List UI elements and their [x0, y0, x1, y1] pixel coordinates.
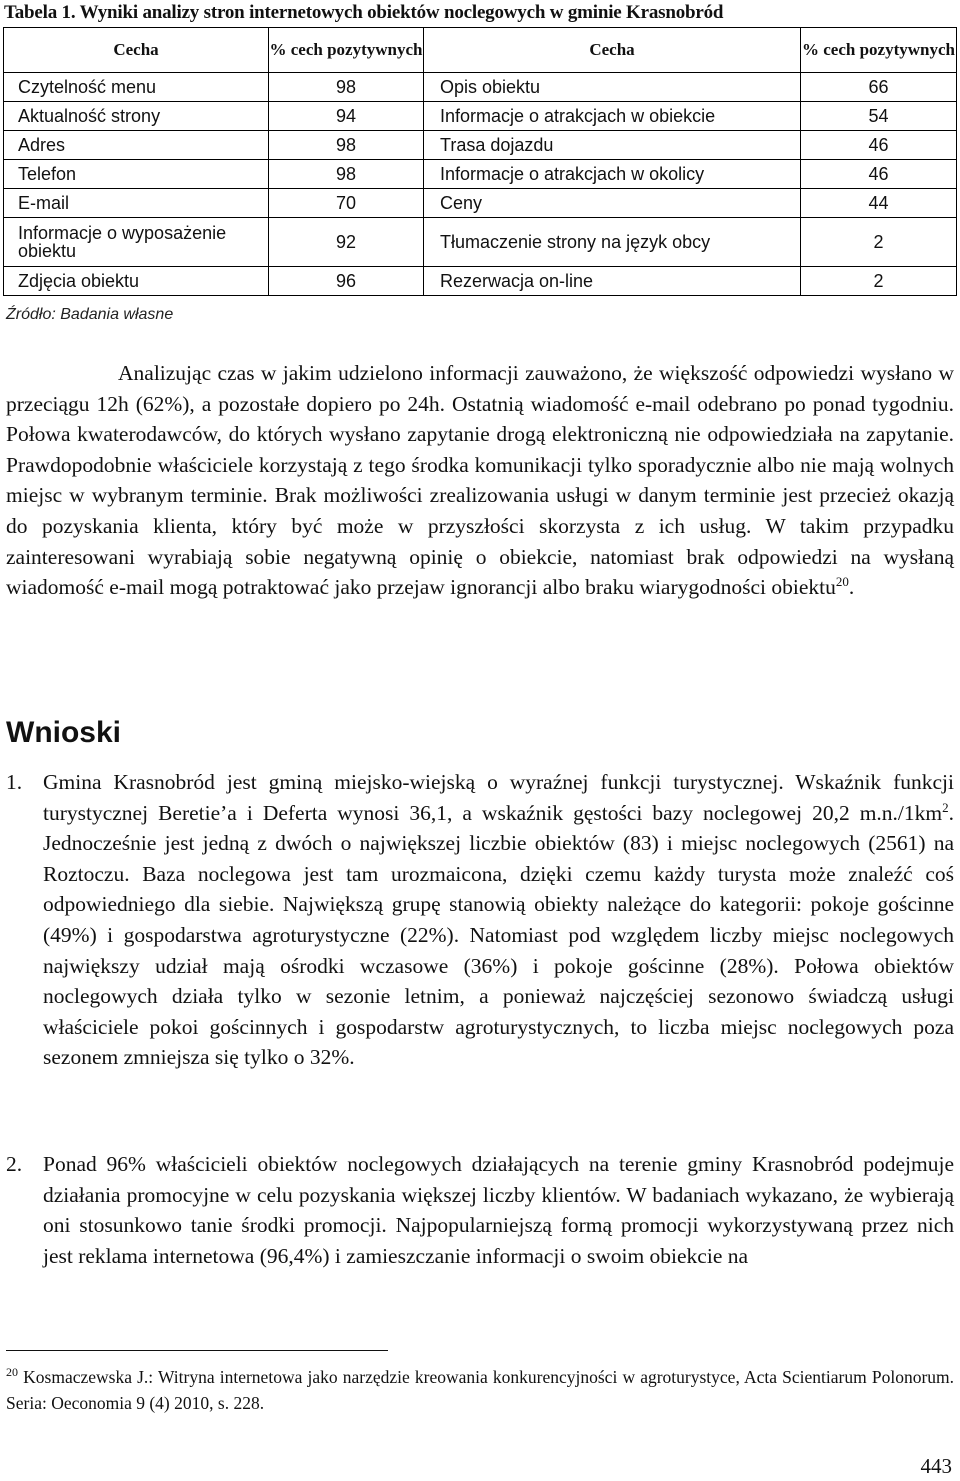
- body-paragraph: [6, 358, 954, 603]
- header-percent-2: % cech pozytywnych: [801, 28, 957, 73]
- item-number: 1.: [6, 770, 23, 794]
- percent-cell: 54: [801, 102, 957, 131]
- percent-cell: 66: [801, 73, 957, 102]
- percent-cell: 46: [801, 160, 957, 189]
- footnote-text: Kosmaczewska J.: Witryna internetowa jako narzędzie kreowania konkurencyjności w agroturystyce, Acta Scientiarum Polonorum. Seria: Oeconomia 9 (4) 2010, s. 228.: [6, 1367, 955, 1413]
- table-row: [4, 218, 957, 267]
- feature-cell: Zdjęcia obiektu: [4, 267, 269, 296]
- superscript: 2: [942, 799, 949, 815]
- table-row: [4, 267, 957, 296]
- percent-cell: 98: [269, 131, 424, 160]
- percent-cell: 70: [269, 189, 424, 218]
- paragraph-end: .: [848, 575, 855, 600]
- header-feature-1: Cecha: [4, 28, 269, 73]
- feature-cell: Czytelność menu: [4, 73, 269, 102]
- header-percent-1: % cech pozytywnych: [269, 28, 424, 73]
- item-text-continued: . Jednocześnie jest jedną z dwóch o największej liczbie obiektów (83) i miejsc noclegowych (2561) na Roztoczu. Baza noclegowa jest tam urozmaicona, dzięki czemu każdy turysta może znaleźć coś odpowiedniego dla siebie. Największą grupę stanowią obiekty należące do kategorii: pokoje gościnne (49%) i gospodarstwa agroturystyczne (22%). Natomiast pod względem liczby miejsc noclegowych największy udział mają ośrodki wczasowe (36%) i pokoje gościnne (28%). Połowa obiektów noclegowych działa tylko w sezonie letnim, a ponieważ najczęściej sezonowo świadczą usługi właściciele pokoi gościnnych i gospodarstw agroturystycznych, to liczba miejsc noclegowych poza sezonem zmniejsza się tylko o 32%.: [43, 800, 954, 1070]
- section-heading: Wnioski: [6, 716, 122, 749]
- percent-cell: 98: [269, 160, 424, 189]
- percent-cell: 98: [269, 73, 424, 102]
- footnote-number: 20: [6, 1365, 18, 1380]
- table-caption: Tabela 1. Wyniki analizy stron internetowych obiektów noclegowych w gminie Krasnobród: [4, 2, 724, 23]
- feature-cell: Informacje o atrakcjach w okolicy: [424, 160, 801, 189]
- percent-cell: 44: [801, 189, 957, 218]
- conclusion-item-1: [6, 767, 954, 1073]
- percent-cell: 92: [269, 218, 424, 267]
- table-row: [4, 73, 957, 102]
- percent-cell: 96: [269, 267, 424, 296]
- percent-cell: 94: [269, 102, 424, 131]
- item-text: Ponad 96% właścicieli obiektów noclegowych działających na terenie gminy Krasnobród podejmuje działania promocyjne w celu pozyskania większej liczby klientów. W badaniach wykazano, że wybierają oni stosunkowo tanie środki promocji. Najpopularniejszą formą promocji wykorzystywaną przez nich jest reklama internetowa (96,4%) i zamieszczanie informacji o swoim obiekcie na: [43, 1152, 954, 1268]
- footnote-ref[interactable]: 20: [835, 574, 849, 589]
- feature-cell: Trasa dojazdu: [424, 131, 801, 160]
- feature-cell: Telefon: [4, 160, 269, 189]
- feature-cell: Ceny: [424, 189, 801, 218]
- item-number: 2.: [6, 1152, 23, 1176]
- paragraph-text: Analizując czas w jakim udzielono informacji zauważono, że większość odpowiedzi wysłano w przeciągu 12h (62%), a pozostałe dopiero po 24h. Ostatnią wiadomość e-mail odebrano po ponad tygodniu. Połowa kwaterodawców, do których wysłano zapytanie drogą elektroniczną nie odpowiedziała na zapytanie. Prawdopodobnie właściciele korzystają z tego środka komunikacji tylko sporadycznie albo nie mają wolnych miejsc w wybranym terminie. Brak możliwości zrealizowania usługi w danym terminie jest przecież okazją do pozyskania klienta, który być może w przyszłości skorzysta z ich usług. W takim przypadku zainteresowani wyrabiają sobie negatywną opinię o obiekcie, natomiast brak odpowiedzi na wysłaną wiadomość e-mail mogą potraktować jako przejaw ignorancji albo braku wiarygodności obiektu: [6, 361, 954, 600]
- page-number: 443: [920, 1454, 952, 1478]
- header-feature-2: Cecha: [424, 28, 801, 73]
- table-header-row: [4, 28, 957, 73]
- feature-cell: Adres: [4, 131, 269, 160]
- percent-cell: 2: [801, 267, 957, 296]
- results-table: [3, 27, 957, 296]
- table-row: [4, 102, 957, 131]
- feature-cell: Informacje o wyposażenie obiektu: [4, 218, 269, 267]
- conclusion-item-2: [6, 1149, 954, 1271]
- table-row: [4, 160, 957, 189]
- percent-cell: 46: [801, 131, 957, 160]
- feature-cell: Tłumaczenie strony na język obcy: [424, 218, 801, 267]
- item-text: Gmina Krasnobród jest gminą miejsko-wiejską o wyraźnej funkcji turystycznej. Wskaźnik funkcji turystycznej Beretie’a i Deferta wynosi 36,1, a wskaźnik gęstości bazy noclegowej 20,2 m.n./1km: [43, 770, 954, 825]
- footnote: [6, 1364, 954, 1416]
- table-source: Źródło: Badania własne: [6, 306, 174, 323]
- table-row: [4, 131, 957, 160]
- feature-cell: Rezerwacja on-line: [424, 267, 801, 296]
- feature-cell: Informacje o atrakcjach w obiekcie: [424, 102, 801, 131]
- table-row: [4, 189, 957, 218]
- feature-cell: Opis obiektu: [424, 73, 801, 102]
- footnote-divider: [6, 1350, 388, 1351]
- feature-cell: E-mail: [4, 189, 269, 218]
- feature-cell: Aktualność strony: [4, 102, 269, 131]
- percent-cell: 2: [801, 218, 957, 267]
